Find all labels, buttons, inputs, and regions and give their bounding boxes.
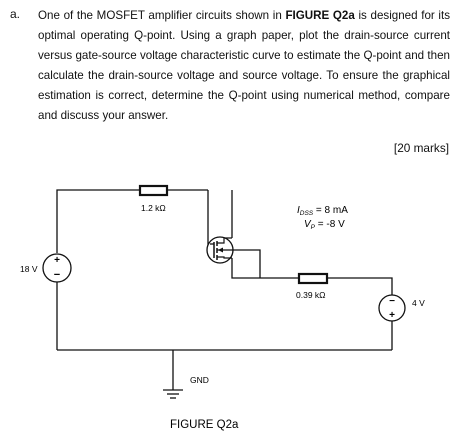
idss-symbol: I: [297, 205, 300, 216]
question-text-part-2: is designed for its optimal operating Q-point. Using a graph paper, plot the drain-source current versus gate-source voltage characteristic curve to estimate the Q-point and then calculate the drain-source voltage and source voltage. To ensure the graphical estimation is correct, determine the Q-point using numerical method, compare and discuss your answer.: [38, 9, 450, 122]
gate-source-minus: −: [53, 269, 61, 281]
vp-parameter: [304, 219, 345, 231]
idss-subscript: DSS: [299, 210, 314, 217]
gate-resistor-label: 1.2 kΩ: [141, 203, 166, 213]
marks-label: [20 marks]: [393, 141, 449, 155]
drain-source-minus: −: [389, 296, 395, 307]
idss-value: = 8 mA: [313, 205, 348, 216]
vp-subscript: P: [310, 224, 316, 231]
drain-source-voltage-label: 4 V: [412, 298, 425, 308]
question-text-part-1: One of the MOSFET amplifier circuits shown in: [38, 9, 286, 22]
question-label: a.: [10, 7, 21, 21]
wire-to-gate: [208, 190, 210, 244]
vp-value: = -8 V: [315, 219, 345, 230]
gate-source-plus: +: [54, 255, 60, 266]
wire-top-left: [57, 190, 140, 253]
vp-symbol: V: [304, 219, 311, 230]
gate-resistor: [140, 186, 167, 195]
source-resistor: [299, 274, 327, 283]
ground-label: GND: [190, 375, 209, 385]
wire-source: [232, 258, 299, 278]
source-resistor-label: 0.39 kΩ: [296, 290, 326, 300]
wire-body-tie: [236, 250, 260, 278]
drain-source-plus: +: [389, 310, 395, 321]
gate-source-voltage-label: 18 V: [20, 264, 38, 274]
figure-caption: FIGURE Q2a: [170, 419, 239, 431]
wire-right: [327, 278, 392, 295]
figure-reference: FIGURE Q2a: [285, 9, 355, 22]
idss-parameter: [297, 205, 348, 217]
